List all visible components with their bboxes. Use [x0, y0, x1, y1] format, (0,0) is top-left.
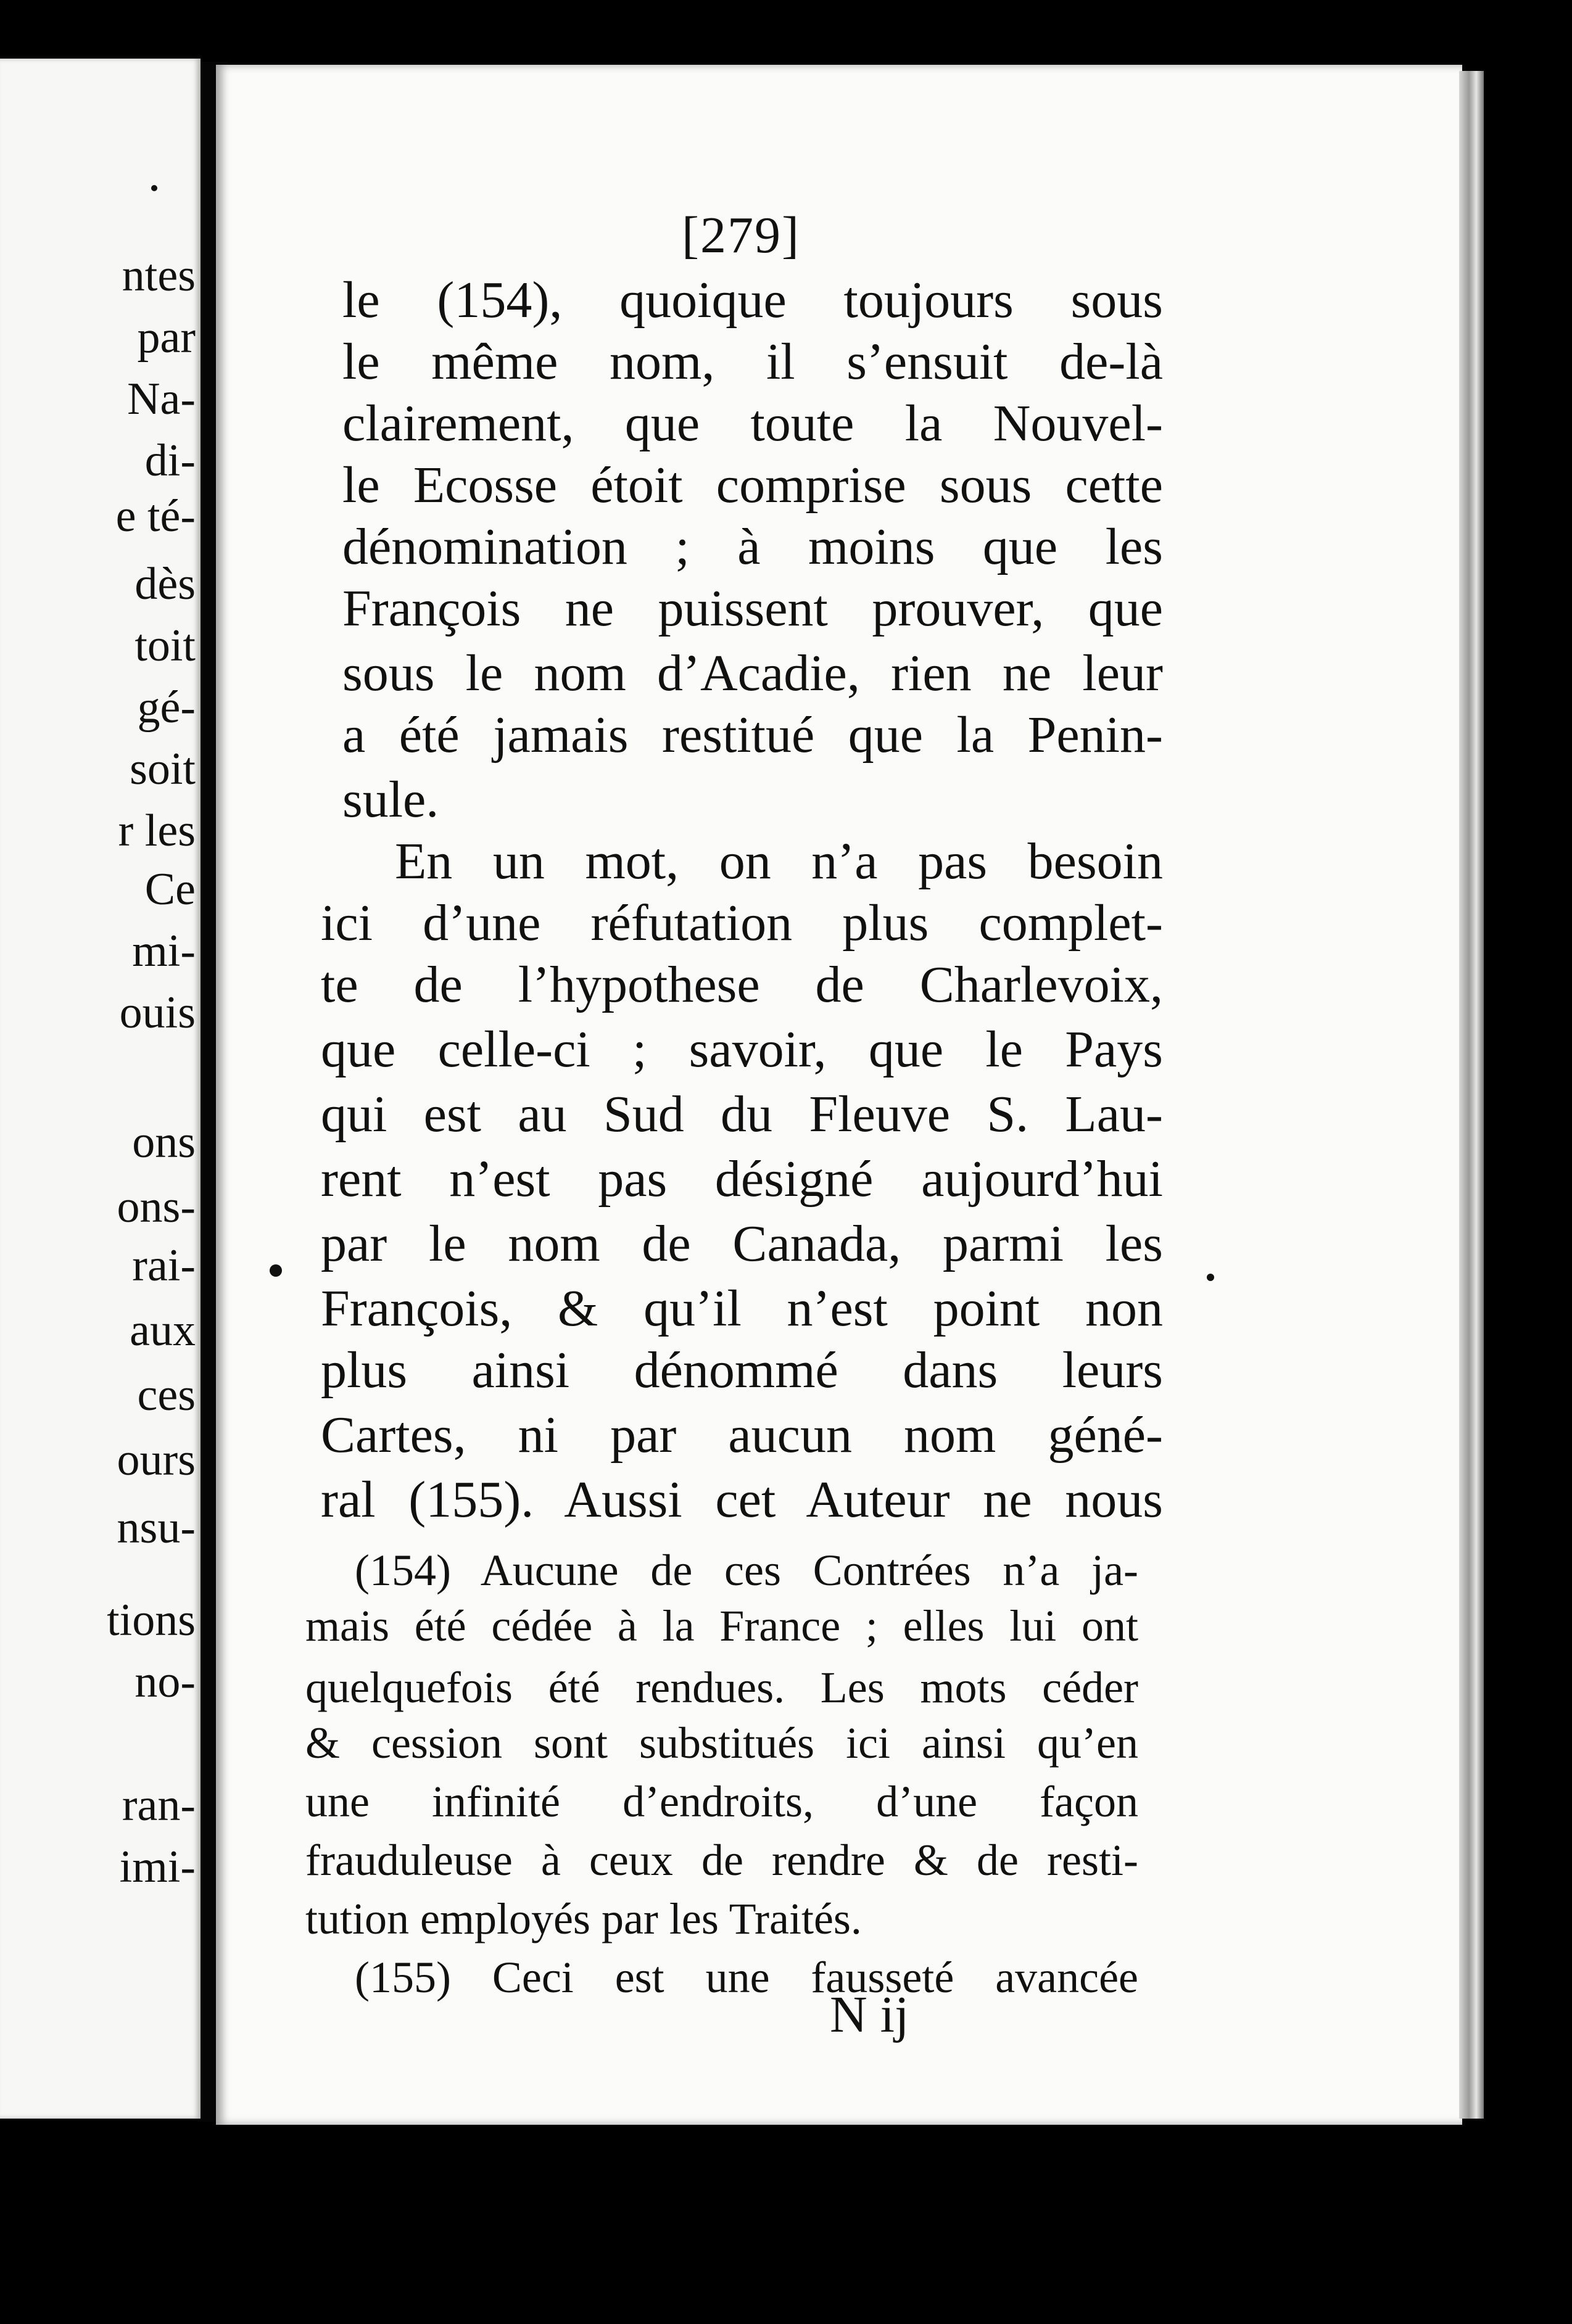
body-line-text: le Ecosse étoit comprise sous cette [342, 456, 1163, 514]
page-number: [279] [682, 207, 800, 264]
left-page-line-fragment: r les [118, 806, 196, 856]
left-page-line-fragment: gé- [137, 682, 196, 733]
body-line-text: Cartes, ni par aucun nom géné- [321, 1406, 1163, 1464]
left-page-line-fragment: toit [134, 620, 196, 671]
left-page-line-fragment: Ce [144, 864, 196, 915]
signature-mark: N ij [830, 1986, 909, 2043]
body-line-text: a été jamais restitué que la Penin- [342, 706, 1163, 764]
footnote-line-text: tution employés par les Traités. [305, 1894, 862, 1943]
left-page-line-fragment: nsu- [117, 1502, 196, 1553]
left-page-line-fragment: e té- [115, 491, 196, 542]
left-page-line-fragment: mi- [132, 926, 196, 976]
body-line-text: te de l’hypothese de Charlevoix, [321, 956, 1163, 1013]
ink-dot [270, 1264, 282, 1277]
footnote-line-text: une infinité d’endroits, d’une façon [305, 1777, 1138, 1826]
body-line-text: le (154), quoique toujours sous [342, 271, 1163, 329]
left-page-line-fragment: ces [137, 1370, 196, 1420]
body-line-text: ral (155). Aussi cet Auteur ne nous [321, 1471, 1163, 1528]
body-line-text: sous le nom d’Acadie, rien ne leur [342, 645, 1163, 702]
left-page-line-fragment: par [137, 312, 196, 363]
left-page-line-fragment: di- [144, 435, 196, 486]
body-line-text: En un mot, on n’a pas besoin [395, 833, 1163, 890]
footnote-line-text: quelquefois été rendues. Les mots céder [305, 1663, 1138, 1712]
body-line-text: rent n’est pas désigné aujourd’hui [321, 1150, 1163, 1208]
left-page-line-fragment: ours [117, 1435, 196, 1485]
left-page-line-fragment: ons- [117, 1182, 196, 1232]
body-line-text: par le nom de Canada, parmi les [321, 1215, 1163, 1272]
footnote-line-text: frauduleuse à ceux de rendre & de resti- [305, 1836, 1138, 1885]
body-line-text: dénomination ; à moins que les [342, 518, 1163, 575]
footnote-line-text: & cession sont substitués ici ainsi qu’en [305, 1718, 1138, 1768]
ink-dot [151, 185, 157, 191]
body-line-text: François, & qu’il n’est point non [321, 1280, 1163, 1337]
ink-dot [1207, 1274, 1214, 1281]
footnote-line-text: (154) Aucune de ces Contrées n’a ja- [355, 1546, 1138, 1595]
left-page-line-fragment: no- [134, 1657, 196, 1707]
body-line-text: le même nom, il s’ensuit de-là [342, 333, 1163, 390]
body-line-text: ici d’une réfutation plus complet- [321, 894, 1163, 952]
body-line-text: plus ainsi dénommé dans leurs [321, 1341, 1163, 1399]
left-page-line-fragment: ouis [119, 987, 196, 1038]
body-line-text: qui est au Sud du Fleuve S. Lau- [321, 1086, 1163, 1143]
left-page-line-fragment: dès [134, 559, 196, 609]
body-line-text: clairement, que toute la Nouvel- [342, 395, 1163, 452]
left-page-line-fragment: rai- [132, 1240, 196, 1291]
footnote-line-text: (155) Ceci est une fausseté avancée [355, 1953, 1138, 2002]
footnote-line-text: mais été cédée à la France ; elles lui ont [305, 1601, 1138, 1650]
body-line-text: François ne puissent prouver, que [342, 580, 1163, 637]
left-page-line-fragment: ons [132, 1117, 196, 1168]
left-page-fragment [0, 59, 201, 2119]
left-page-line-fragment: Na- [127, 374, 196, 424]
left-page-line-fragment: ran- [122, 1780, 196, 1831]
left-page-line-fragment: imi- [119, 1842, 196, 1892]
body-line-text: sule. [342, 771, 439, 828]
left-page-line-fragment: tions [107, 1595, 196, 1646]
page-edge [1459, 71, 1484, 2119]
left-page-line-fragment: aux [130, 1305, 196, 1356]
left-page-line-fragment: ntes [122, 250, 196, 301]
body-line-text: que celle-ci ; savoir, que le Pays [321, 1021, 1163, 1078]
left-page-line-fragment: soit [130, 744, 196, 794]
